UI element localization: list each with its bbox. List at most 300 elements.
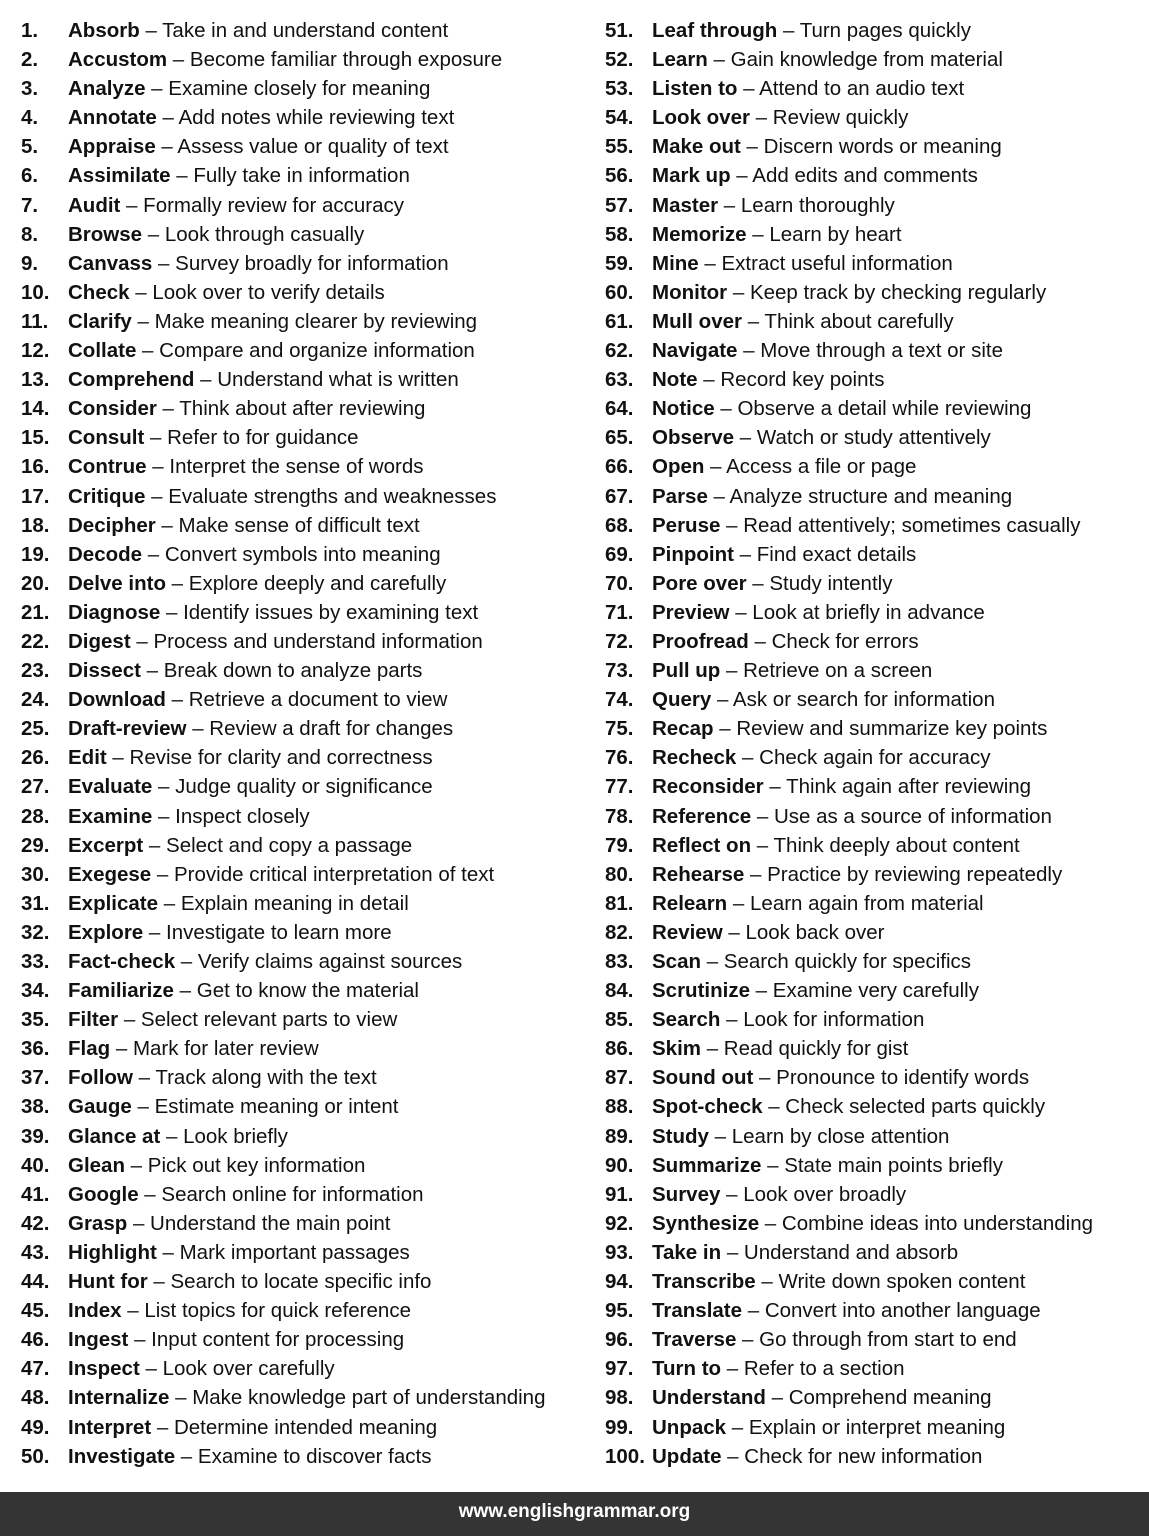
item-body	[652, 714, 1047, 743]
item-definition: Verify claims against sources	[197, 950, 463, 973]
item-separator: –	[139, 19, 163, 42]
item-definition: Think about carefully	[764, 309, 954, 333]
item-body	[652, 482, 1012, 511]
item-term: Recheck	[652, 746, 737, 770]
item-term: Turn to	[652, 1357, 722, 1381]
list-item	[21, 365, 591, 394]
item-body	[68, 656, 422, 685]
item-number: 5.	[21, 135, 39, 159]
item-separator: –	[737, 339, 761, 363]
item-body	[68, 889, 409, 918]
item-body	[652, 74, 964, 103]
item-separator: –	[127, 1211, 151, 1235]
item-term: Highlight	[68, 1240, 157, 1264]
item-number: 88.	[605, 1095, 634, 1119]
item-definition: Mark important passages	[179, 1240, 410, 1264]
item-definition: Analyze structure and meaning	[729, 484, 1013, 508]
item-body	[68, 947, 462, 976]
item-definition: Review and summarize key points	[736, 717, 1048, 741]
item-number: 52.	[605, 48, 634, 72]
list-item	[21, 918, 591, 947]
list-item	[21, 307, 591, 336]
item-definition: Extract useful information	[721, 251, 953, 275]
item-separator: –	[727, 280, 750, 304]
item-term: Unpack	[652, 1415, 727, 1439]
item-definition: Input content for processing	[151, 1328, 405, 1352]
item-body	[652, 45, 1003, 74]
list-item	[605, 1383, 1145, 1412]
item-number: 65.	[605, 426, 634, 450]
item-number: 74.	[605, 688, 634, 712]
list-item	[21, 1238, 591, 1267]
item-definition: Check for errors	[771, 629, 919, 653]
item-term: Notice	[652, 397, 715, 421]
list-item	[605, 569, 1145, 598]
item-term: Monitor	[652, 280, 728, 304]
item-definition: Revise for clarity and correctness	[129, 746, 433, 770]
item-definition: Keep track by checking regularly	[749, 280, 1047, 304]
item-separator: –	[733, 542, 757, 566]
item-number: 32.	[21, 920, 50, 944]
item-definition: Attend to an audio text	[759, 77, 965, 101]
item-term: Pull up	[652, 659, 721, 683]
item-number: 62.	[605, 339, 634, 363]
item-number: 35.	[21, 1008, 50, 1032]
item-body	[652, 918, 884, 947]
item-definition: Get to know the material	[196, 979, 419, 1003]
item-term: Draft-review	[68, 717, 187, 741]
item-separator: –	[736, 1328, 760, 1352]
list-item	[21, 423, 591, 452]
item-body	[68, 74, 430, 103]
item-term: Excerpt	[68, 833, 144, 857]
item-definition: Look through casually	[164, 222, 365, 246]
item-definition: Convert into another language	[764, 1299, 1041, 1323]
item-body	[68, 714, 453, 743]
item-term: Summarize	[652, 1153, 762, 1177]
item-body	[68, 365, 459, 394]
item-definition: Learn by close attention	[731, 1124, 950, 1148]
item-definition: Explain meaning in detail	[180, 891, 409, 915]
item-term: Analyze	[68, 77, 146, 101]
item-separator: –	[742, 309, 765, 333]
item-number: 77.	[605, 775, 634, 799]
item-separator: –	[169, 1386, 193, 1410]
item-body	[652, 1034, 908, 1063]
item-term: Update	[652, 1444, 722, 1468]
item-number: 43.	[21, 1240, 50, 1264]
item-body	[68, 743, 433, 772]
item-term: Investigate	[68, 1444, 176, 1468]
list-item	[21, 569, 591, 598]
item-separator: –	[121, 1299, 145, 1323]
item-number: 9.	[21, 251, 39, 275]
item-definition: Turn pages quickly	[799, 19, 971, 42]
item-separator: –	[746, 571, 770, 595]
item-number: 97.	[605, 1357, 634, 1381]
item-term: Appraise	[68, 135, 156, 159]
item-number: 3.	[21, 77, 39, 101]
item-definition: Retrieve on a screen	[743, 659, 933, 683]
item-separator: –	[761, 1153, 785, 1177]
item-body	[652, 860, 1062, 889]
item-body	[68, 278, 385, 307]
item-number: 12.	[21, 339, 50, 363]
item-separator: –	[720, 513, 744, 537]
item-definition: Formally review for accuracy	[143, 193, 405, 217]
item-separator: –	[158, 891, 181, 915]
item-definition: Access a file or page	[726, 455, 917, 479]
footer-bar	[0, 1492, 1149, 1536]
item-definition: Find exact details	[756, 542, 917, 566]
item-term: Understand	[652, 1386, 766, 1410]
item-separator: –	[152, 804, 176, 828]
item-separator: –	[753, 1066, 777, 1090]
item-separator: –	[138, 1182, 162, 1206]
item-term: Browse	[68, 222, 143, 246]
item-term: Consult	[68, 426, 145, 450]
item-number: 80.	[605, 862, 634, 886]
item-body	[68, 220, 364, 249]
item-body	[68, 1092, 398, 1121]
item-body	[68, 1122, 288, 1151]
item-body	[652, 1209, 1093, 1238]
list-item	[605, 947, 1145, 976]
item-body	[68, 1209, 391, 1238]
item-separator: –	[186, 717, 210, 741]
item-separator: –	[194, 368, 218, 392]
item-separator: –	[155, 513, 179, 537]
item-definition: Record key points	[720, 368, 885, 392]
item-term: Grasp	[68, 1211, 128, 1235]
item-definition: Move through a text or site	[760, 339, 1003, 363]
item-definition: Combine ideas into understanding	[781, 1211, 1094, 1235]
item-separator: –	[751, 833, 774, 857]
item-term: Observe	[652, 426, 735, 450]
item-term: Navigate	[652, 339, 738, 363]
item-definition: Review quickly	[772, 106, 909, 130]
list-item	[21, 1092, 591, 1121]
item-definition: Survey broadly for information	[175, 251, 449, 275]
item-number: 25.	[21, 717, 50, 741]
item-body	[68, 103, 454, 132]
list-item	[21, 1005, 591, 1034]
item-body	[68, 1267, 431, 1296]
item-term: Diagnose	[68, 600, 161, 624]
item-separator: –	[707, 48, 731, 72]
item-number: 1.	[21, 19, 39, 42]
item-definition: Mark for later review	[132, 1037, 319, 1061]
item-body	[68, 132, 449, 161]
item-number: 19.	[21, 542, 50, 566]
item-body	[68, 831, 412, 860]
item-body	[68, 191, 404, 220]
list-item	[21, 831, 591, 860]
item-body	[68, 1354, 335, 1383]
item-definition: Read quickly for gist	[723, 1037, 909, 1061]
list-item	[21, 685, 591, 714]
item-body	[68, 1063, 377, 1092]
word-list-column-left	[21, 16, 591, 1471]
item-number: 87.	[605, 1066, 634, 1090]
item-separator: –	[128, 1328, 152, 1352]
item-definition: Estimate meaning or intent	[154, 1095, 399, 1119]
item-term: Reconsider	[652, 775, 764, 799]
item-separator: –	[129, 280, 153, 304]
item-body	[652, 161, 978, 190]
item-body	[652, 191, 895, 220]
item-separator: –	[759, 1211, 782, 1235]
item-term: Examine	[68, 804, 153, 828]
item-definition: Add edits and comments	[752, 164, 978, 188]
list-item	[605, 743, 1145, 772]
item-term: Comprehend	[68, 368, 195, 392]
item-number: 69.	[605, 542, 634, 566]
item-definition: Look over carefully	[162, 1357, 335, 1381]
item-body	[652, 1063, 1029, 1092]
item-body	[68, 1034, 319, 1063]
item-separator: –	[763, 775, 787, 799]
item-body	[652, 976, 979, 1005]
item-definition: Review a draft for changes	[209, 717, 454, 741]
item-term: Skim	[652, 1037, 701, 1061]
item-separator: –	[721, 1357, 744, 1381]
item-body	[68, 1180, 424, 1209]
list-item	[605, 1063, 1145, 1092]
list-item	[605, 278, 1145, 307]
item-separator: –	[130, 629, 154, 653]
item-number: 84.	[605, 979, 634, 1003]
item-number: 76.	[605, 746, 634, 770]
item-separator: –	[106, 746, 130, 770]
item-number: 4.	[21, 106, 39, 130]
list-item	[605, 1180, 1145, 1209]
item-separator: –	[175, 1444, 198, 1468]
item-separator: –	[143, 920, 166, 944]
item-number: 55.	[605, 135, 634, 159]
item-number: 33.	[21, 950, 50, 973]
item-term: Glance at	[68, 1124, 161, 1148]
item-separator: –	[721, 1444, 745, 1468]
item-body	[652, 1180, 906, 1209]
item-separator: –	[704, 455, 727, 479]
item-definition: Compare and organize information	[159, 339, 475, 363]
item-separator: –	[755, 1270, 779, 1294]
list-item	[605, 1325, 1145, 1354]
item-body	[652, 249, 953, 278]
item-term: Delve into	[68, 571, 166, 595]
item-body	[68, 336, 475, 365]
item-body	[652, 685, 995, 714]
item-term: Flag	[68, 1037, 111, 1061]
item-term: Canvass	[68, 251, 153, 275]
item-separator: –	[708, 1124, 732, 1148]
list-item	[605, 74, 1145, 103]
footer-url[interactable]: www.englishgrammar.org	[458, 1501, 691, 1522]
item-separator: –	[156, 397, 180, 421]
item-definition: Look over to verify details	[152, 280, 385, 304]
item-definition: Check selected parts quickly	[785, 1095, 1046, 1119]
item-body	[68, 1151, 365, 1180]
item-term: Study	[652, 1124, 709, 1148]
list-item	[21, 132, 591, 161]
item-number: 34.	[21, 979, 50, 1003]
item-number: 48.	[21, 1386, 50, 1410]
item-term: Review	[652, 920, 723, 944]
item-term: Master	[652, 193, 719, 217]
item-definition: Determine intended meaning	[173, 1415, 438, 1439]
item-body	[652, 1267, 1025, 1296]
item-term: Exegese	[68, 862, 152, 886]
item-number: 61.	[605, 309, 634, 333]
item-definition: Identify issues by examining text	[183, 600, 479, 624]
item-body	[652, 394, 1031, 423]
item-number: 26.	[21, 746, 50, 770]
item-body	[68, 1238, 410, 1267]
item-separator: –	[748, 629, 772, 653]
list-item	[605, 598, 1145, 627]
item-definition: Examine closely for meaning	[168, 77, 431, 101]
item-body	[652, 540, 916, 569]
item-term: Index	[68, 1299, 122, 1323]
item-separator: –	[156, 1240, 180, 1264]
item-body	[68, 452, 423, 481]
item-definition: Select relevant parts to view	[140, 1008, 398, 1032]
item-definition: Examine to discover facts	[197, 1444, 432, 1468]
item-definition: Inspect closely	[175, 804, 310, 828]
item-term: Open	[652, 455, 705, 479]
item-definition: Investigate to learn more	[166, 920, 392, 944]
list-item	[21, 1151, 591, 1180]
item-definition: Pick out key information	[147, 1153, 366, 1177]
item-term: Translate	[652, 1299, 743, 1323]
item-number: 73.	[605, 659, 634, 683]
item-body	[68, 1005, 397, 1034]
item-number: 20.	[21, 571, 50, 595]
item-definition: Select and copy a passage	[166, 833, 413, 857]
item-body	[68, 772, 433, 801]
list-item	[605, 1413, 1145, 1442]
list-item	[605, 1209, 1145, 1238]
item-separator: –	[701, 1037, 724, 1061]
item-separator: –	[155, 135, 178, 159]
item-term: Spot-check	[652, 1095, 763, 1119]
item-definition: Process and understand information	[153, 629, 483, 653]
item-number: 68.	[605, 513, 634, 537]
item-number: 72.	[605, 629, 634, 653]
item-term: Parse	[652, 484, 708, 508]
item-body	[652, 1005, 924, 1034]
item-definition: Understand and absorb	[743, 1240, 959, 1264]
item-number: 38.	[21, 1095, 50, 1119]
item-term: Audit	[68, 193, 121, 217]
item-separator: –	[742, 1299, 765, 1323]
item-definition: Explore deeply and carefully	[188, 571, 447, 595]
item-number: 63.	[605, 368, 634, 392]
item-definition: Add notes while reviewing text	[178, 106, 455, 130]
item-number: 22.	[21, 629, 50, 653]
list-item	[21, 16, 591, 45]
item-number: 92.	[605, 1211, 634, 1235]
list-item	[605, 394, 1145, 423]
item-separator: –	[718, 193, 741, 217]
list-item	[605, 772, 1145, 801]
list-item	[21, 1034, 591, 1063]
list-item	[605, 16, 1145, 45]
item-term: Proofread	[652, 629, 749, 653]
item-separator: –	[170, 164, 194, 188]
list-item	[605, 1442, 1145, 1471]
list-item	[605, 714, 1145, 743]
item-definition: Track along with the text	[155, 1066, 377, 1090]
item-body	[652, 1325, 1017, 1354]
item-separator: –	[740, 135, 764, 159]
list-item	[21, 1296, 591, 1325]
item-term: Search	[652, 1008, 721, 1032]
list-item	[605, 860, 1145, 889]
item-number: 11.	[21, 309, 49, 333]
list-item	[21, 598, 591, 627]
list-item	[21, 1442, 591, 1471]
list-item	[605, 889, 1145, 918]
item-separator: –	[697, 368, 721, 392]
item-separator: –	[729, 600, 753, 624]
item-body	[652, 220, 902, 249]
item-body	[652, 772, 1031, 801]
item-separator: –	[124, 1153, 148, 1177]
item-definition: Think about after reviewing	[179, 397, 426, 421]
item-body	[652, 947, 971, 976]
item-definition: Study intently	[769, 571, 893, 595]
list-item	[605, 1238, 1145, 1267]
item-definition: Learn thoroughly	[740, 193, 895, 217]
item-definition: Provide critical interpretation of text	[174, 862, 495, 886]
item-term: Evaluate	[68, 775, 153, 799]
item-number: 56.	[605, 164, 634, 188]
item-definition: Learn again from material	[750, 891, 984, 915]
item-separator: –	[110, 1037, 133, 1061]
item-separator: –	[713, 717, 737, 741]
item-separator: –	[727, 891, 751, 915]
item-body	[68, 423, 359, 452]
item-definition: Look for information	[743, 1008, 925, 1032]
item-number: 30.	[21, 862, 50, 886]
list-item	[21, 394, 591, 423]
item-term: Mine	[652, 251, 699, 275]
list-item	[605, 1151, 1145, 1180]
item-separator: –	[749, 979, 773, 1003]
item-separator: –	[701, 950, 724, 973]
list-item	[605, 1005, 1145, 1034]
list-item	[605, 976, 1145, 1005]
list-item	[21, 482, 591, 511]
item-separator: –	[145, 484, 169, 508]
list-item	[605, 1267, 1145, 1296]
item-definition: Watch or study attentively	[756, 426, 991, 450]
list-item	[21, 976, 591, 1005]
item-separator: –	[711, 688, 733, 712]
item-term: Critique	[68, 484, 146, 508]
item-term: Leaf through	[652, 19, 778, 42]
item-definition: Look back over	[745, 920, 885, 944]
item-body	[68, 511, 420, 540]
item-number: 46.	[21, 1328, 50, 1352]
item-body	[652, 627, 919, 656]
item-separator: –	[736, 746, 760, 770]
item-body	[652, 423, 991, 452]
item-separator: –	[173, 979, 197, 1003]
item-separator: –	[118, 1008, 141, 1032]
